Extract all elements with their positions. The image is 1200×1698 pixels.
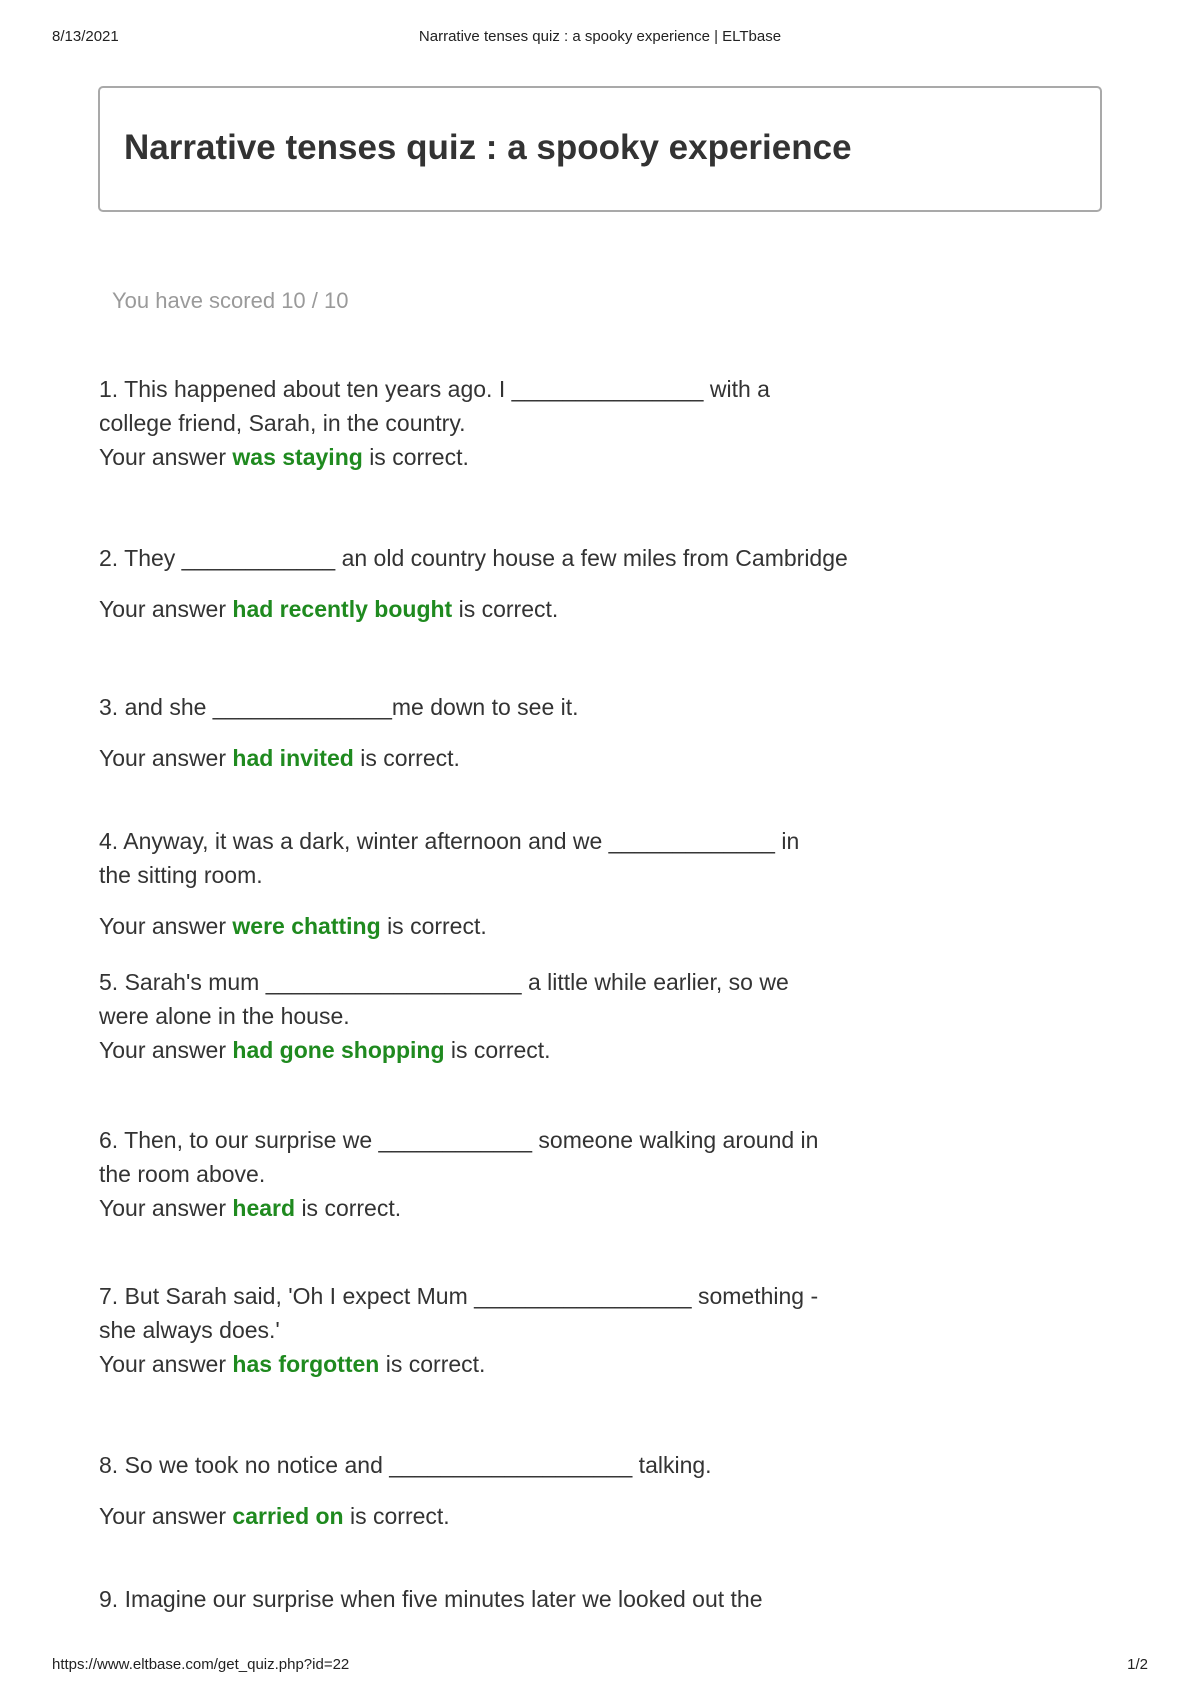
print-date: 8/13/2021 [52,28,119,45]
question-text-line: 9. Imagine our surprise when five minutes later we looked out the [99,1586,763,1612]
quiz-title-box [98,86,1102,212]
correct-answer: were chatting [232,913,381,939]
question-text-line: 4. Anyway, it was a dark, winter afternoon and we _____________ in [99,828,800,854]
question-text-line: 5. Sarah's mum ____________________ a little while earlier, so we [99,969,789,995]
question-9 [99,1582,999,1616]
question-text-line: she always does.' [99,1317,280,1343]
question-text-line: 3. and she ______________me down to see it. [99,694,579,720]
question-text-line: 1. This happened about ten years ago. I _______________ with a [99,376,770,402]
answer-feedback: Your answer heard is correct. [99,1195,402,1221]
question-2 [99,541,999,626]
answer-feedback: Your answer carried on is correct. [99,1503,450,1529]
question-text-line: the room above. [99,1161,266,1187]
question-text-line: the sitting room. [99,862,263,888]
question-text-line: college friend, Sarah, in the country. [99,410,466,436]
correct-answer: heard [232,1195,296,1221]
question-text-line: were alone in the house. [99,1003,350,1029]
question-text-line: 2. They ____________ an old country house a few miles from Cambridge [99,545,848,571]
question-1 [99,372,999,474]
answer-feedback: Your answer has forgotten is correct. [99,1351,486,1377]
correct-answer: carried on [232,1503,344,1529]
question-8 [99,1448,999,1533]
page-number: 1/2 [1127,1656,1148,1673]
question-text-line: 8. So we took no notice and ___________________ talking. [99,1452,712,1478]
correct-answer: has forgotten [232,1351,380,1377]
answer-feedback: Your answer had invited is correct. [99,745,460,771]
question-4 [99,824,999,943]
question-6 [99,1123,999,1225]
correct-answer: had gone shopping [232,1037,445,1063]
page-url: https://www.eltbase.com/get_quiz.php?id=22 [52,1656,350,1673]
question-text-line: 7. But Sarah said, 'Oh I expect Mum _________________ something - [99,1283,819,1309]
correct-answer: was staying [232,444,363,470]
correct-answer: had invited [232,745,354,771]
score-text: You have scored 10 / 10 [112,288,349,313]
question-7 [99,1279,999,1381]
answer-feedback: Your answer had gone shopping is correct. [99,1037,551,1063]
question-3 [99,690,999,775]
print-document-title: Narrative tenses quiz : a spooky experience | ELTbase [418,28,782,45]
answer-feedback: Your answer were chatting is correct. [99,913,487,939]
question-text-line: 6. Then, to our surprise we ____________ someone walking around in [99,1127,819,1153]
correct-answer: had recently bought [232,596,453,622]
answer-feedback: Your answer was staying is correct. [99,444,469,470]
answer-feedback: Your answer had recently bought is correct. [99,596,559,622]
question-5 [99,965,999,1067]
quiz-title: Narrative tenses quiz : a spooky experience [124,128,852,167]
